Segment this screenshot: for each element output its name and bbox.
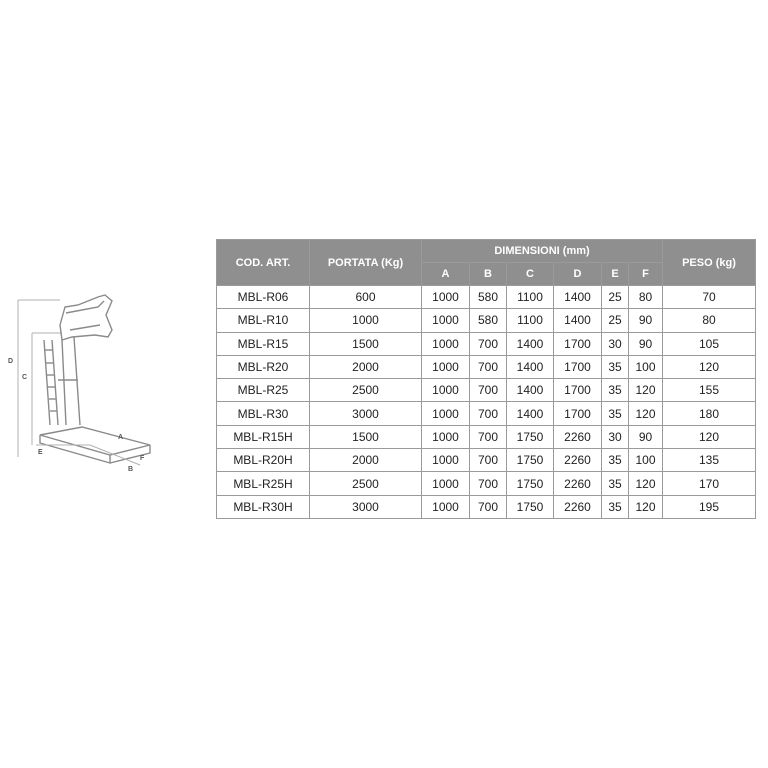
table-cell: 120 — [629, 402, 663, 425]
table-row — [217, 309, 756, 332]
table-cell: 25 — [602, 309, 629, 332]
table-cell: 70 — [663, 286, 756, 309]
table-cell: 1700 — [554, 332, 602, 355]
table-cell: MBL-R20H — [217, 449, 310, 472]
table-cell: 155 — [663, 379, 756, 402]
table-cell: MBL-R20 — [217, 355, 310, 378]
table-cell: 30 — [602, 425, 629, 448]
table-cell: 35 — [602, 449, 629, 472]
table-cell: 1000 — [422, 495, 470, 518]
table-row — [217, 286, 756, 309]
table-cell: 1750 — [507, 495, 554, 518]
table-cell: 1000 — [422, 449, 470, 472]
table-cell: MBL-R15 — [217, 332, 310, 355]
header-dim-b: B — [470, 263, 507, 286]
table-cell: 1500 — [310, 425, 422, 448]
header-dim-f: F — [629, 263, 663, 286]
table-cell: 1400 — [507, 332, 554, 355]
table-cell: 120 — [629, 379, 663, 402]
table-cell: 120 — [663, 425, 756, 448]
table-cell: MBL-R25H — [217, 472, 310, 495]
table-row — [217, 495, 756, 518]
table-cell: 1400 — [507, 355, 554, 378]
table-cell: 170 — [663, 472, 756, 495]
table-cell: 700 — [470, 355, 507, 378]
table-cell: 580 — [470, 309, 507, 332]
table-cell: 1000 — [422, 472, 470, 495]
table-cell: 1000 — [422, 425, 470, 448]
table-body — [217, 286, 756, 519]
table-cell: 135 — [663, 449, 756, 472]
table-cell: 2000 — [310, 355, 422, 378]
table-cell: 700 — [470, 379, 507, 402]
header-dim-c: C — [507, 263, 554, 286]
table-cell: 100 — [629, 355, 663, 378]
specifications-table — [216, 239, 756, 519]
label-c: C — [22, 374, 28, 381]
table-cell: 1000 — [422, 355, 470, 378]
table-cell: 35 — [602, 495, 629, 518]
table-cell: 35 — [602, 402, 629, 425]
table-row — [217, 379, 756, 402]
table-cell: 195 — [663, 495, 756, 518]
table-cell: 105 — [663, 332, 756, 355]
table-cell: 700 — [470, 449, 507, 472]
table-cell: 1700 — [554, 379, 602, 402]
table-cell: 100 — [629, 449, 663, 472]
header-dim-e: E — [602, 263, 629, 286]
table-cell: 1000 — [422, 286, 470, 309]
table-cell: 2260 — [554, 449, 602, 472]
header-capacity: PORTATA (Kg) — [310, 240, 422, 286]
table-cell: 700 — [470, 472, 507, 495]
table-cell: 700 — [470, 495, 507, 518]
table-cell: 700 — [470, 332, 507, 355]
table-row — [217, 425, 756, 448]
table-cell: 1700 — [554, 355, 602, 378]
table-cell: 1400 — [554, 286, 602, 309]
table-cell: 2260 — [554, 472, 602, 495]
table-cell: 35 — [602, 355, 629, 378]
forklift-attachment-diagram — [0, 285, 170, 485]
table-cell: 120 — [663, 355, 756, 378]
table-cell: 90 — [629, 332, 663, 355]
label-f: F — [140, 455, 145, 462]
table-cell: 700 — [470, 425, 507, 448]
table-cell: 1750 — [507, 449, 554, 472]
table-cell: 1500 — [310, 332, 422, 355]
table-cell: 35 — [602, 472, 629, 495]
table-cell: 90 — [629, 425, 663, 448]
table-row — [217, 332, 756, 355]
label-e: E — [38, 449, 43, 456]
table-cell: MBL-R15H — [217, 425, 310, 448]
table-cell: MBL-R25 — [217, 379, 310, 402]
table-cell: 180 — [663, 402, 756, 425]
table-row — [217, 449, 756, 472]
table-row — [217, 355, 756, 378]
table-cell: 1400 — [507, 379, 554, 402]
table-cell: 1000 — [310, 309, 422, 332]
table-cell: 600 — [310, 286, 422, 309]
table-cell: 580 — [470, 286, 507, 309]
table-cell: 700 — [470, 402, 507, 425]
table-cell: 2260 — [554, 495, 602, 518]
table-cell: MBL-R06 — [217, 286, 310, 309]
table-cell: 1400 — [554, 309, 602, 332]
table-cell: 80 — [629, 286, 663, 309]
table-cell: 120 — [629, 495, 663, 518]
label-b: B — [128, 466, 134, 473]
table-cell: 30 — [602, 332, 629, 355]
header-dimensions: DIMENSIONI (mm) — [422, 240, 663, 263]
table-cell: 3000 — [310, 495, 422, 518]
table-cell: 1750 — [507, 425, 554, 448]
table-cell: 2000 — [310, 449, 422, 472]
table-cell: 35 — [602, 379, 629, 402]
table-cell: MBL-R10 — [217, 309, 310, 332]
table-cell: 2500 — [310, 472, 422, 495]
table-cell: 1700 — [554, 402, 602, 425]
attachment-drawing — [0, 285, 170, 485]
table-cell: 80 — [663, 309, 756, 332]
label-a: A — [118, 434, 124, 441]
header-dim-d: D — [554, 263, 602, 286]
table-cell: 1000 — [422, 379, 470, 402]
table-cell: 120 — [629, 472, 663, 495]
table-cell: 1750 — [507, 472, 554, 495]
table-cell: 1000 — [422, 309, 470, 332]
table-cell: 1000 — [422, 402, 470, 425]
label-d: D — [8, 358, 14, 365]
table-cell: 1100 — [507, 286, 554, 309]
table-cell: 1000 — [422, 332, 470, 355]
table-row — [217, 472, 756, 495]
header-code: COD. ART. — [217, 240, 310, 286]
table-cell: 1400 — [507, 402, 554, 425]
header-weight: PESO (kg) — [663, 240, 756, 286]
table-cell: 2500 — [310, 379, 422, 402]
table-cell: 90 — [629, 309, 663, 332]
table-cell: 2260 — [554, 425, 602, 448]
table-cell: 1100 — [507, 309, 554, 332]
table-cell: MBL-R30 — [217, 402, 310, 425]
table-cell: 25 — [602, 286, 629, 309]
table-row — [217, 402, 756, 425]
table-cell: MBL-R30H — [217, 495, 310, 518]
table-cell: 3000 — [310, 402, 422, 425]
header-dim-a: A — [422, 263, 470, 286]
